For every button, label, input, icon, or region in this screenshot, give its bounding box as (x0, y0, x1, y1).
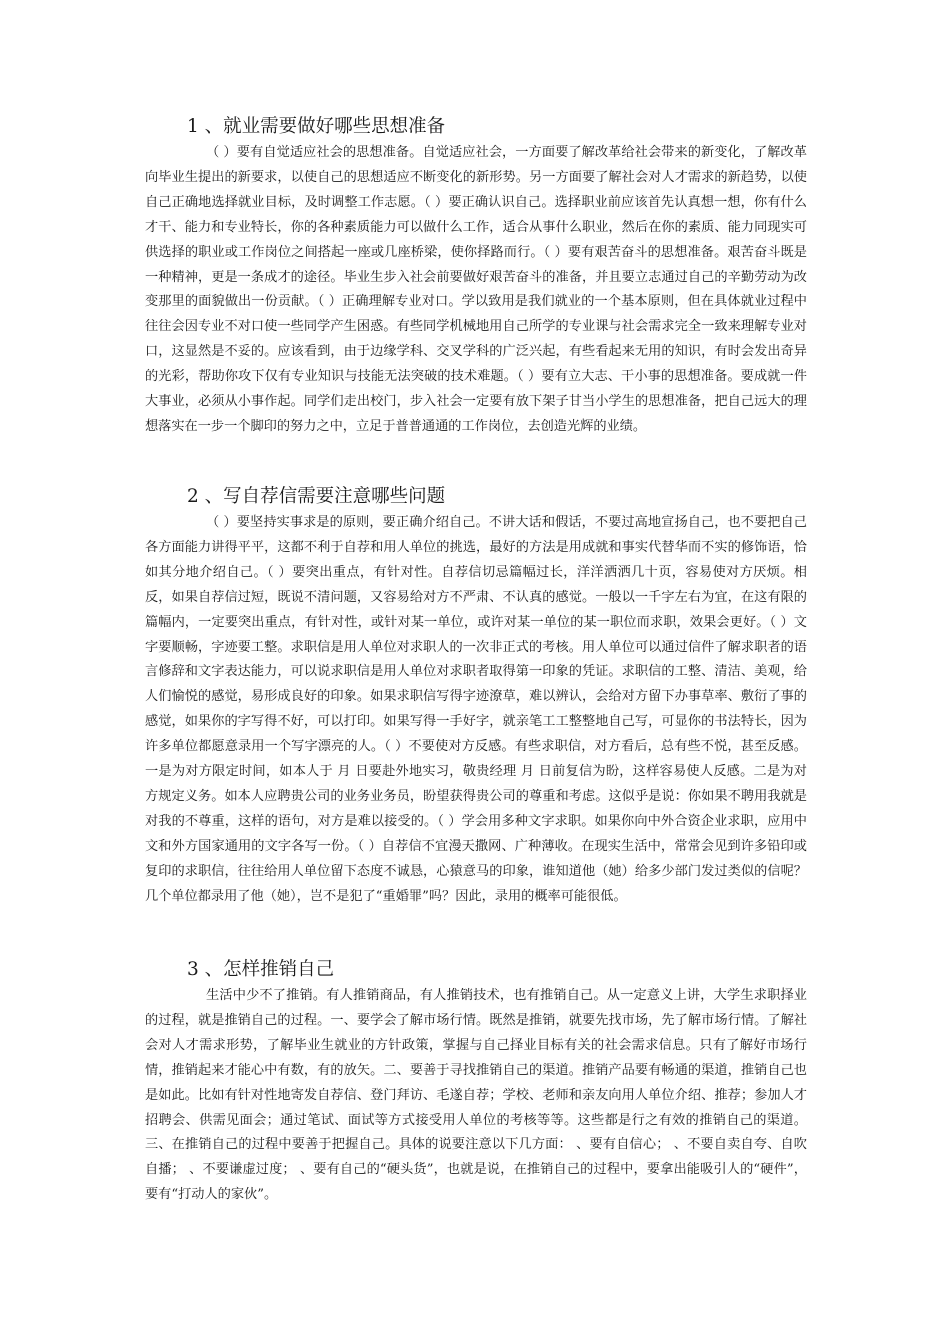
section-market-yourself (145, 957, 807, 1208)
section-heading: 1 、就业需要做好哪些思想准备 (187, 116, 446, 137)
section-heading: 3 、怎样推销自己 (187, 959, 335, 980)
section-self-recommendation-letter (145, 484, 807, 910)
section-body: （ ）要坚持实事求是的原则，要正确介绍自己。不讲大话和假话，不要过高地宣扬自己，也不要把自己各方面能力讲得平平，这都不利于自荐和用人单位的挑选，最好的方法是用成就和事实代替华而不实的修饰语，恰如其分地介绍自己。（ ）要突出重点，有针对性。自荐信切忌篇幅过长，洋洋洒洒几十页，容易使对方厌烦。相反，如果自荐信过短，既说不清问题，又容易给对方不严肃、不认真的感觉。一般以一千字左右为宜，在这有限的篇幅内，一定要突出重点，有针对性，或针对某一单位，或许对某一单位的某一职位而求职，效果会更好。（ ）文字要顺畅，字迹要工整。求职信是用人单位对求职人的一次非正式的考核。用人单位可以通过信件了解求职者的语言修辞和文字表达能力，可以说求职信是用人单位对求职者取得第一印象的凭证。求职信的工整、清洁、美观，给人们愉悦的感觉，易形成良好的印象。如果求职信写得字迹潦草，难以辨认，会给对方留下办事草率、敷衍了事的感觉，如果你的字写得不好，可以打印。如果写得一手好字，就亲笔工工整整地自己写，可显你的书法特长，因为许多单位都愿意录用一个写字漂亮的人。（ ）不要使对方反感。有些求职信，对方看后，总有些不悦，甚至反感。一是为对方限定时间，如本人于 月 日要赴外地实习，敬贵经理 月 日前复信为盼，这样容易使人反感。二是为对方规定义务。如本人应聘贵公司的业务业务员，盼望获得贵公司的尊重和考虑。这似乎是说：你如果不聘用我就是对我的不尊重，这样的语句，对方是难以接受的。（ ）学会用多种文字求职。如果你向中外合资企业求职，应用中文和外方国家通用的文字各写一份。（ ）自荐信不宜漫天撒网、广种薄收。在现实生活中，常常会见到许多铅印或复印的求职信，往往给用人单位留下态度不诚恳，心猿意马的印象，谁知道他（她）给多少部门发过类似的信呢？几个单位都录用了他（她），岂不是犯了“重婚罪”吗？因此，录用的概率可能很低。 (145, 515, 807, 904)
section-body: 生活中少不了推销。有人推销商品，有人推销技术，也有推销自己。从一定意义上讲，大学生求职择业的过程，就是推销自己的过程。一、要学会了解市场行情。既然是推销，就要先找市场，先了解市场行情。了解社会对人才需求形势，了解毕业生就业的方针政策，掌握与自己择业目标有关的社会需求信息。只有了解好市场行情，推销起来才能心中有数，有的放矢。二、要善于寻找推销自己的渠道。推销产品要有畅通的渠道，推销自己也是如此。比如有针对性地寄发自荐信、登门拜访、毛遂自荐；学校、老师和亲友向用人单位介绍、推荐；参加人才招聘会、供需见面会；通过笔试、面试等方式接受用人单位的考核等等。这些都是行之有效的推销自己的渠道。三、在推销自己的过程中要善于把握自己。具体的说要注意以下几方面： 、要有自信心； 、不要自卖自夸、自吹自播； 、不要谦虚过度； 、要有自己的“硬头货”，也就是说，在推销自己的过程中，要拿出能吸引人的“硬件”，要有“打动人的家伙”。 (145, 988, 807, 1203)
section-heading: 2 、写自荐信需要注意哪些问题 (187, 486, 446, 507)
section-body: （ ）要有自觉适应社会的思想准备。自觉适应社会，一方面要了解改革给社会带来的新变化，了解改革向毕业生提出的新要求，以使自己的思想适应不断变化的新形势。另一方面要了解社会对人才需求的新趋势，以使自己正确地选择就业目标，及时调整工作志愿。（ ）要正确认识自己。选择职业前应该首先认真想一想，你有什么才干、能力和专业特长，你的各种素质能力可以做什么工作，适合从事什么职业，然后在你的素质、能力同现实可供选择的职业或工作岗位之间搭起一座或几座桥梁，使你择路而行。（ ）要有艰苦奋斗的思想准备。艰苦奋斗既是一种精神，更是一条成才的途径。毕业生步入社会前要做好艰苦奋斗的准备，并且要立志通过自己的辛勤劳动为改变那里的面貌做出一份贡献。（ ）正确理解专业对口。学以致用是我们就业的一个基本原则，但在具体就业过程中往往会因专业不对口使一些同学产生困惑。有些同学机械地用自己所学的专业课与社会需求完全一致来理解专业对口，这显然是不妥的。应该看到，由于边缘学科、交叉学科的广泛兴起，有些看起来无用的知识，有时会发出奇异的光彩，帮助你攻下仅有专业知识与技能无法突破的技术难题。（ ）要有立大志、干小事的思想准备。要成就一件大事业，必须从小事作起。同学们走出校门，步入社会一定要有放下架子甘当小学生的思想准备，把自己远大的理想落实在一步一个脚印的努力之中，立足于普普通通的工作岗位，去创造光辉的业绩。 (145, 145, 807, 434)
section-thought-preparation (145, 114, 807, 440)
